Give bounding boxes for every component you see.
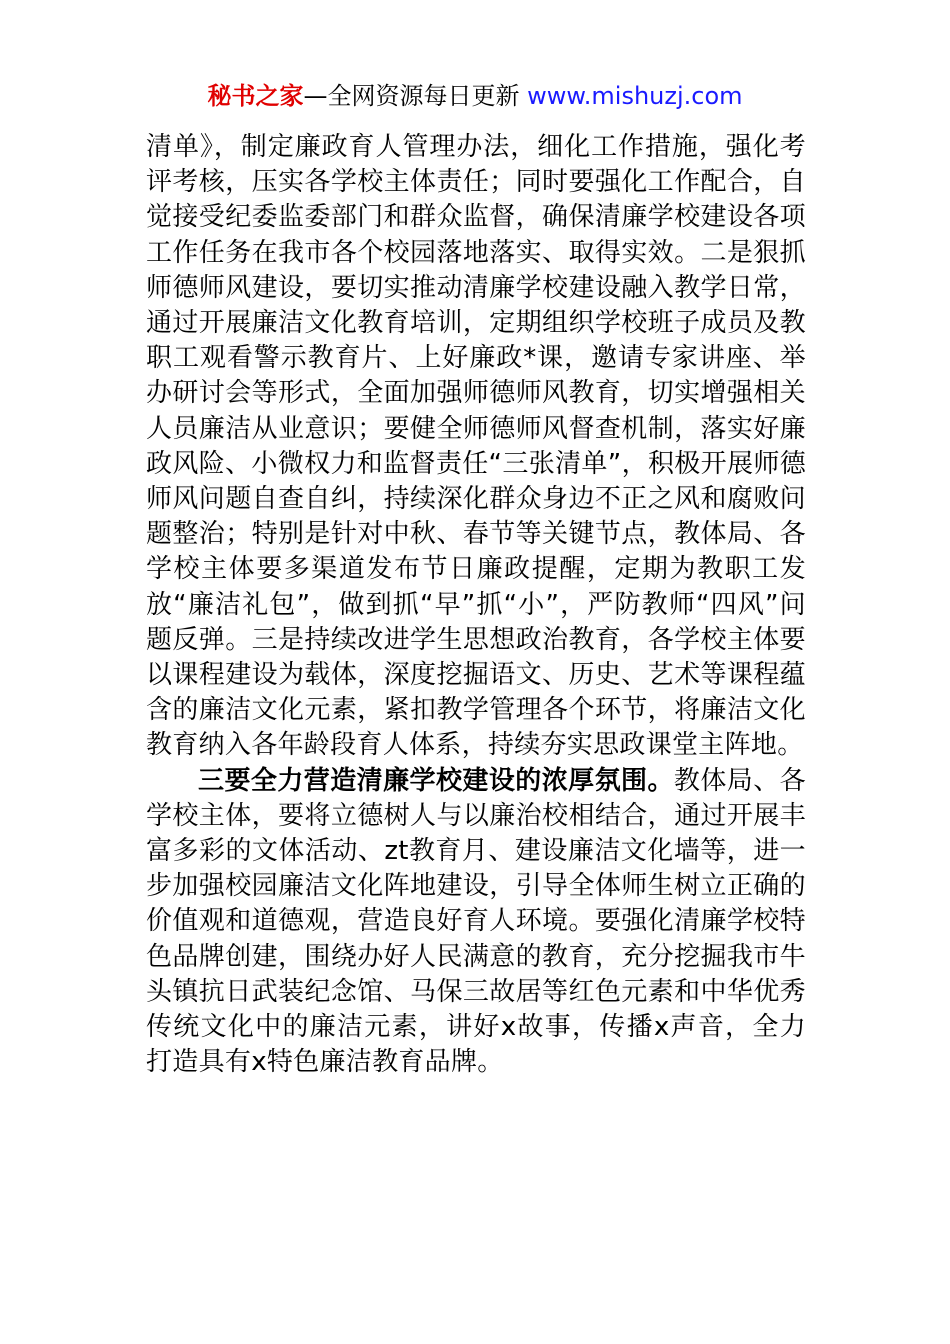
site-header	[0, 78, 950, 114]
site-url-link[interactable]: www.mishuzj.com	[527, 82, 743, 110]
paragraph-2-text: 教体局、各学校主体，要将立德树人与以廉治校相结合，通过开展丰富多彩的文体活动、zt教育月、建设廉洁文化墙等，进一步加强校园廉洁文化阵地建设，引导全体师生树立正确的价值观和道德观，营造良好育人环境。要强化清廉学校特色品牌创建，围绕办好人民满意的教育，充分挖掘我市牛头镇抗日武装纪念馆、马保三故居等红色元素和中华优秀传统文化中的廉洁元素，讲好x故事，传播x声音，全力打造具有x特色廉洁教育品牌。	[146, 765, 806, 1078]
paragraph-2-lead: 三要全力营造清廉学校建设的浓厚氛围。	[198, 765, 674, 796]
document-body	[146, 130, 806, 1080]
paragraph-2	[146, 764, 806, 1081]
paragraph-1: 清单》，制定廉政育人管理办法，细化工作措施，强化考评考核，压实各学校主体责任；同时要强化工作配合，自觉接受纪委监委部门和群众监督，确保清廉学校建设各项工作任务在我市各个校园落地落实、取得实效。二是狠抓师德师风建设，要切实推动清廉学校建设融入教学日常，通过开展廉洁文化教育培训，定期组织学校班子成员及教职工观看警示教育片、上好廉政*课，邀请专家讲座、举办研讨会等形式，全面加强师德师风教育，切实增强相关人员廉洁从业意识；要健全师德师风督查机制，落实好廉政风险、小微权力和监督责任“三张清单”，积极开展师德师风问题自查自纠，持续深化群众身边不正之风和腐败问题整治；特别是针对中秋、春节等关键节点，教体局、各学校主体要多渠道发布节日廉政提醒，定期为教职工发放“廉洁礼包”，做到抓“早”抓“小”，严防教师“四风”问题反弹。三是持续改进学生思想政治教育，各学校主体要以课程建设为载体，深度挖掘语文、历史、艺术等课程蕴含的廉洁文化元素，紧扣教学管理各个环节，将廉洁文化教育纳入各年龄段育人体系，持续夯实思政课堂主阵地。	[146, 132, 806, 761]
brand-name: 秘书之家	[207, 82, 304, 110]
header-tagline: —全网资源每日更新	[303, 82, 528, 110]
